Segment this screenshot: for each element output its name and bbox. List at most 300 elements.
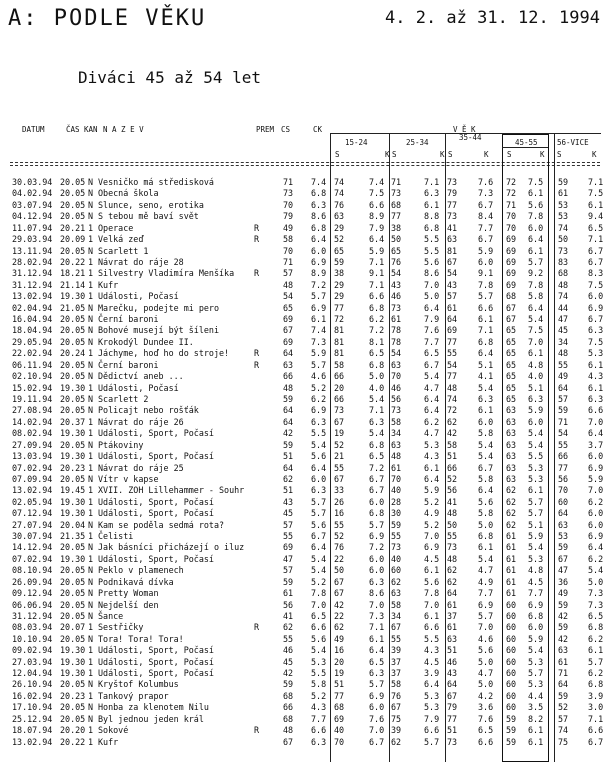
cell-age-value: 62 — [447, 565, 458, 576]
cell-channel: N — [88, 679, 94, 690]
cell-age-value: 6.2 — [588, 496, 604, 507]
cell-channel: 1 — [88, 279, 94, 290]
cell-channel: 1 — [88, 622, 94, 633]
cell-age-value: 50 — [447, 519, 458, 530]
cell-age-value: 78 — [391, 325, 402, 336]
cell-title: Události, Počasí — [98, 382, 179, 393]
cell-age-value: 61 — [558, 656, 569, 667]
cell-age-value: 63 — [506, 439, 517, 450]
cell-cs: 70 — [283, 245, 294, 256]
cell-title: Události, Sport, Počasí — [98, 508, 214, 519]
cell-age-value: 6.3 — [369, 668, 385, 679]
cell-age-value: 56 — [447, 485, 458, 496]
cell-time: 20.05 — [60, 336, 86, 347]
cell-age-value: 6.1 — [588, 359, 604, 370]
table-row — [0, 577, 605, 588]
cell-time: 20.23 — [60, 462, 86, 473]
cell-channel: N — [88, 599, 94, 610]
cell-age-value: 7.0 — [588, 416, 604, 427]
cell-age-value: 7.1 — [424, 177, 440, 187]
cell-age-value: 58 — [391, 599, 402, 610]
col-nazev: N A Z E V — [103, 125, 144, 134]
cell-age-value: 6.9 — [478, 599, 494, 610]
cell-age-value: 58 — [447, 439, 458, 450]
cell-age-value: 53 — [558, 211, 569, 222]
cell-time: 20.05 — [60, 588, 86, 599]
cell-title: Kufr — [98, 279, 119, 290]
cell-time: 19.30 — [60, 645, 86, 656]
cell-age-value: 5.4 — [528, 439, 544, 450]
cell-age-value: 6.3 — [369, 576, 385, 587]
cell-age-value: 47 — [558, 314, 569, 325]
report-title: A: PODLE VĚKU — [8, 6, 207, 31]
cell-age-value: 55 — [447, 531, 458, 542]
cell-title: Vítr v kapse — [98, 473, 159, 484]
cell-age-value: 5.2 — [424, 496, 440, 507]
cell-channel: 1 — [88, 553, 94, 564]
cell-age-value: 67 — [391, 702, 402, 713]
cell-age-value: 59 — [391, 519, 402, 530]
table-row — [0, 600, 605, 611]
cell-date: 11.07.94 — [12, 222, 53, 233]
cell-age-value: 61 — [447, 302, 458, 313]
cell-ck: 6.4 — [311, 234, 327, 245]
table-row — [0, 451, 605, 462]
cell-title: Sestřičky — [98, 622, 144, 633]
cell-age-value: 70 — [391, 473, 402, 484]
cell-age-value: 8.3 — [588, 268, 604, 279]
cell-ck: 6.9 — [311, 256, 327, 267]
cell-cs: 64 — [283, 416, 294, 427]
cell-ck: 7.2 — [311, 279, 327, 290]
table-row — [0, 280, 605, 291]
cell-age-value: 55 — [558, 439, 569, 450]
cell-age-value: 70 — [558, 485, 569, 496]
cell-age-value: 77 — [447, 336, 458, 347]
cell-time: 21.35 — [60, 531, 86, 542]
cell-age-value: 70 — [334, 736, 345, 747]
cell-age-value: 6.1 — [478, 405, 494, 416]
cell-channel: N — [88, 542, 94, 553]
cell-age-value: 6.3 — [424, 188, 440, 199]
cell-ck: 5.7 — [311, 508, 327, 519]
cell-title: Scarlett 2 — [98, 393, 149, 404]
cell-ck: 5.7 — [311, 496, 327, 507]
k-35-44: K — [484, 150, 489, 159]
cell-time: 20.05 — [60, 325, 86, 336]
cell-age-value: 60 — [506, 633, 517, 644]
cell-cs: 59 — [283, 393, 294, 404]
cell-age-value: 5.1 — [478, 359, 494, 370]
cell-title: Marečku, podejte mi pero — [98, 302, 220, 313]
cell-age-value: 5.7 — [528, 496, 544, 507]
cell-age-value: 4.7 — [478, 565, 494, 576]
cell-ck: 5.2 — [311, 690, 327, 701]
cell-date: 13.11.94 — [12, 245, 53, 256]
cell-age-value: 30 — [391, 508, 402, 519]
cell-time: 19.30 — [60, 451, 86, 462]
cell-age-value: 5.7 — [528, 256, 544, 267]
cell-title: Silvestry Vladimíra Menšíka — [98, 268, 235, 279]
cell-age-value: 6.2 — [588, 668, 604, 679]
cell-age-value: 6.0 — [369, 553, 385, 564]
cell-cs: 58 — [283, 234, 294, 245]
cell-age-value: 52 — [334, 439, 345, 450]
cell-age-value: 6.6 — [369, 199, 385, 210]
table-row — [0, 303, 605, 314]
cell-age-value: 6.8 — [369, 302, 385, 313]
cell-age-value: 6.3 — [369, 416, 385, 427]
cell-cs: 47 — [283, 553, 294, 564]
table-row — [0, 223, 605, 234]
table-row — [0, 371, 605, 382]
cell-age-value: 52 — [558, 702, 569, 713]
cell-age-value: 73 — [447, 211, 458, 222]
cell-age-value: 41 — [447, 496, 458, 507]
cell-age-value: 63 — [447, 234, 458, 245]
cell-age-value: 51 — [447, 451, 458, 462]
cell-date: 27.03.94 — [12, 656, 53, 667]
cell-age-value: 7.8 — [528, 211, 544, 222]
cell-age-value: 7.1 — [369, 405, 385, 416]
cell-premiere: R — [254, 268, 260, 279]
cell-age-value: 4.9 — [478, 576, 494, 587]
k-25-34: K — [440, 150, 445, 159]
cell-date: 17.10.94 — [12, 702, 53, 713]
cell-age-value: 60 — [506, 610, 517, 621]
k-45-55: K — [540, 150, 545, 159]
group-15-24: 15-24 — [345, 138, 368, 147]
cell-age-value: 6.8 — [369, 359, 385, 370]
cell-age-value: 7.5 — [588, 336, 604, 347]
cell-time: 20.05 — [60, 177, 86, 187]
cell-age-value: 6.7 — [369, 736, 385, 747]
cell-channel: 1 — [88, 645, 94, 656]
cell-date: 18.04.94 — [12, 325, 53, 336]
cell-age-value: 8.1 — [369, 336, 385, 347]
cell-time: 20.05 — [60, 565, 86, 576]
cell-age-value: 77 — [558, 462, 569, 473]
cell-age-value: 34 — [391, 428, 402, 439]
cell-age-value: 7.9 — [424, 713, 440, 724]
cell-title: Obecná škola — [98, 188, 159, 199]
cell-cs: 79 — [283, 211, 294, 222]
cell-time: 20.05 — [60, 599, 86, 610]
cell-age-value: 5.7 — [424, 736, 440, 747]
cell-age-value: 6.8 — [369, 508, 385, 519]
cell-age-value: 41 — [447, 222, 458, 233]
cell-channel: N — [88, 610, 94, 621]
cell-age-value: 77 — [447, 713, 458, 724]
cell-date: 04.02.94 — [12, 188, 53, 199]
cell-age-value: 6.1 — [424, 462, 440, 473]
table-row — [0, 348, 605, 359]
cell-age-value: 5.8 — [478, 473, 494, 484]
cell-age-value: 6.0 — [528, 222, 544, 233]
cell-title: Události, Sport, Počasí — [98, 496, 214, 507]
cell-age-value: 59 — [558, 622, 569, 633]
cell-age-value: 6.2 — [588, 633, 604, 644]
cell-age-value: 7.2 — [369, 325, 385, 336]
group-25-34: 25-34 — [406, 138, 429, 147]
cell-title: Slunce, seno, erotika — [98, 199, 204, 210]
cell-age-value: 61 — [391, 462, 402, 473]
cell-age-value: 73 — [391, 302, 402, 313]
cell-channel: N — [88, 473, 94, 484]
cell-title: Bohové musejí být šíleni — [98, 325, 220, 336]
cell-age-value: 81 — [334, 325, 345, 336]
cell-ck: 7.4 — [311, 177, 327, 187]
cell-ck: 6.6 — [311, 725, 327, 736]
cell-age-value: 64 — [447, 588, 458, 599]
cell-time: 20.05 — [60, 713, 86, 724]
cell-title: Velká zeď — [98, 234, 144, 245]
cell-age-value: 5.3 — [528, 679, 544, 690]
cell-title: Návrat do ráje 28 — [98, 256, 184, 267]
cell-age-value: 3.9 — [588, 690, 604, 701]
cell-age-value: 7.2 — [369, 542, 385, 553]
vek-rule — [330, 133, 601, 134]
cell-title: Čelisti — [98, 531, 134, 542]
cell-ck: 5.7 — [311, 359, 327, 370]
cell-age-value: 6.6 — [478, 302, 494, 313]
cell-date: 07.02.94 — [12, 462, 53, 473]
cell-cs: 69 — [283, 542, 294, 553]
cell-age-value: 73 — [447, 177, 458, 187]
cell-age-value: 65 — [506, 393, 517, 404]
cell-title: Byl jednou jeden král — [98, 713, 204, 724]
cell-cs: 48 — [283, 725, 294, 736]
cell-time: 19.30 — [60, 553, 86, 564]
cell-time: 20.23 — [60, 690, 86, 701]
cell-channel: N — [88, 199, 94, 210]
cell-date: 02.10.94 — [12, 371, 53, 382]
cell-age-value: 22 — [334, 553, 345, 564]
cell-title: Krokodýl Dundee II. — [98, 336, 194, 347]
cell-cs: 68 — [283, 713, 294, 724]
cell-date: 18.07.94 — [12, 725, 53, 736]
cell-age-value: 6.0 — [369, 496, 385, 507]
cell-age-value: 61 — [506, 542, 517, 553]
cell-age-value: 5.8 — [478, 508, 494, 519]
cell-age-value: 51 — [447, 725, 458, 736]
cell-age-value: 5.3 — [588, 348, 604, 359]
cell-age-value: 63 — [506, 428, 517, 439]
cell-age-value: 43 — [447, 279, 458, 290]
cell-title: Návrat do ráje 25 — [98, 462, 184, 473]
cell-age-value: 59 — [558, 690, 569, 701]
cell-age-value: 83 — [558, 256, 569, 267]
cell-time: 20.05 — [60, 393, 86, 404]
cell-ck: 6.3 — [311, 416, 327, 427]
cell-time: 20.20 — [60, 725, 86, 736]
cell-age-value: 43 — [447, 668, 458, 679]
cell-ck: 8.6 — [311, 211, 327, 222]
cell-age-value: 5.7 — [478, 291, 494, 302]
cell-age-value: 75 — [558, 736, 569, 747]
cell-age-value: 6.1 — [478, 542, 494, 553]
cell-ck: 6.3 — [311, 485, 327, 496]
cell-age-value: 5.0 — [424, 291, 440, 302]
cell-cs: 49 — [283, 222, 294, 233]
cell-time: 19.30 — [60, 508, 86, 519]
cell-age-value: 48 — [447, 508, 458, 519]
cell-channel: N — [88, 371, 94, 382]
cell-age-value: 6.7 — [588, 245, 604, 256]
cell-age-value: 60 — [506, 599, 517, 610]
cell-age-value: 5.3 — [424, 690, 440, 701]
cell-time: 20.05 — [60, 542, 86, 553]
cell-age-value: 77 — [391, 211, 402, 222]
cell-time: 20.05 — [60, 576, 86, 587]
cell-age-value: 68 — [506, 291, 517, 302]
cell-age-value: 49 — [558, 588, 569, 599]
cell-ck: 5.6 — [311, 633, 327, 644]
cell-age-value: 44 — [558, 302, 569, 313]
cell-age-value: 5.0 — [588, 576, 604, 587]
cell-title: Jáchyme, hoď ho do stroje! — [98, 348, 230, 359]
cell-age-value: 46 — [391, 291, 402, 302]
cell-date: 28.02.94 — [12, 256, 53, 267]
cell-age-value: 6.6 — [588, 725, 604, 736]
cell-time: 20.07 — [60, 622, 86, 633]
cell-age-value: 6.0 — [588, 291, 604, 302]
cell-channel: 1 — [88, 531, 94, 542]
cell-age-value: 38 — [391, 222, 402, 233]
cell-age-value: 5.7 — [369, 679, 385, 690]
cell-ck: 5.4 — [311, 439, 327, 450]
cell-age-value: 62 — [506, 519, 517, 530]
cell-age-value: 4.7 — [478, 668, 494, 679]
cell-ck: 5.9 — [311, 348, 327, 359]
table-row — [0, 531, 605, 542]
cell-age-value: 60 — [506, 656, 517, 667]
cell-channel: N — [88, 325, 94, 336]
cell-date: 06.11.94 — [12, 359, 53, 370]
cell-age-value: 6.4 — [588, 542, 604, 553]
cell-title: Honba za klenotem Nilu — [98, 702, 209, 713]
cell-premiere: R — [254, 348, 260, 359]
cell-age-value: 6.4 — [424, 473, 440, 484]
cell-age-value: 70 — [391, 371, 402, 382]
cell-cs: 64 — [283, 405, 294, 416]
cell-cs: 64 — [283, 348, 294, 359]
cell-age-value: 76 — [334, 199, 345, 210]
cell-age-value: 6.7 — [424, 359, 440, 370]
cell-age-value: 5.9 — [588, 473, 604, 484]
cell-age-value: 5.7 — [588, 656, 604, 667]
cell-age-value: 6.5 — [424, 348, 440, 359]
table-row — [0, 211, 605, 222]
cell-age-value: 6.0 — [588, 508, 604, 519]
cell-channel: 1 — [88, 382, 94, 393]
cell-age-value: 6.7 — [369, 473, 385, 484]
cell-title: Tora! Tora! Tora! — [98, 633, 184, 644]
cell-age-value: 65 — [506, 336, 517, 347]
cell-channel: N — [88, 188, 94, 199]
cell-cs: 71 — [283, 256, 294, 267]
cell-age-value: 5.4 — [478, 553, 494, 564]
cell-time: 20.05 — [60, 245, 86, 256]
cell-age-value: 63 — [334, 211, 345, 222]
cell-age-value: 50 — [334, 565, 345, 576]
cell-age-value: 5.9 — [478, 245, 494, 256]
table-row — [0, 463, 605, 474]
cell-age-value: 5.9 — [369, 245, 385, 256]
cell-age-value: 74 — [558, 222, 569, 233]
cell-title: Události, Počasí — [98, 291, 179, 302]
table-row — [0, 188, 605, 199]
cell-age-value: 48 — [447, 382, 458, 393]
table-row — [0, 428, 605, 439]
cell-age-value: 9.2 — [528, 268, 544, 279]
cell-age-value: 7.1 — [478, 325, 494, 336]
cell-age-value: 5.3 — [528, 462, 544, 473]
cell-age-value: 6.8 — [369, 439, 385, 450]
cell-date: 31.12.94 — [12, 279, 53, 290]
cell-channel: N — [88, 245, 94, 256]
group-56-vice: 56-VICE — [557, 138, 589, 147]
cell-channel: 1 — [88, 416, 94, 427]
cell-age-value: 6.4 — [528, 302, 544, 313]
cell-age-value: 58 — [391, 679, 402, 690]
cell-age-value: 16 — [334, 508, 345, 519]
cell-age-value: 60 — [506, 668, 517, 679]
cell-age-value: 5.7 — [478, 610, 494, 621]
cell-age-value: 5.4 — [528, 314, 544, 325]
cell-age-value: 55 — [334, 462, 345, 473]
table-row — [0, 177, 605, 188]
cell-age-value: 5.6 — [424, 256, 440, 267]
cell-age-value: 62 — [391, 736, 402, 747]
cell-age-value: 6.5 — [369, 656, 385, 667]
cell-age-value: 55 — [334, 519, 345, 530]
cell-ck: 6.3 — [311, 199, 327, 210]
highlight-45-55-inner-rule — [502, 147, 548, 148]
cell-age-value: 7.5 — [528, 325, 544, 336]
cell-ck: 6.2 — [311, 393, 327, 404]
cell-channel: N — [88, 302, 94, 313]
cell-age-value: 48 — [558, 279, 569, 290]
cell-age-value: 6.8 — [424, 222, 440, 233]
cell-ck: 6.4 — [311, 542, 327, 553]
cell-age-value: 5.4 — [478, 451, 494, 462]
cell-time: 20.24 — [60, 348, 86, 359]
cell-age-value: 63 — [391, 359, 402, 370]
table-row — [0, 325, 605, 336]
cell-age-value: 76 — [334, 542, 345, 553]
cell-age-value: 9.4 — [588, 211, 604, 222]
cell-age-value: 20 — [334, 382, 345, 393]
cell-age-value: 7.3 — [478, 188, 494, 199]
cell-age-value: 4.9 — [424, 508, 440, 519]
cell-title: Události, Sport, Počasí — [98, 451, 214, 462]
cell-channel: N — [88, 211, 94, 222]
cell-age-value: 6.4 — [369, 645, 385, 656]
cell-date: 07.02.94 — [12, 553, 53, 564]
cell-date: 27.09.94 — [12, 439, 53, 450]
cell-date: 10.10.94 — [12, 633, 53, 644]
cell-channel: N — [88, 702, 94, 713]
cell-age-value: 8.6 — [369, 588, 385, 599]
cell-channel: 1 — [88, 451, 94, 462]
cell-age-value: 6.7 — [588, 736, 604, 747]
cell-age-value: 60 — [506, 679, 517, 690]
cell-age-value: 71 — [391, 177, 402, 187]
cell-age-value: 46 — [391, 382, 402, 393]
cell-ck: 6.6 — [311, 622, 327, 633]
cell-cs: 62 — [283, 473, 294, 484]
